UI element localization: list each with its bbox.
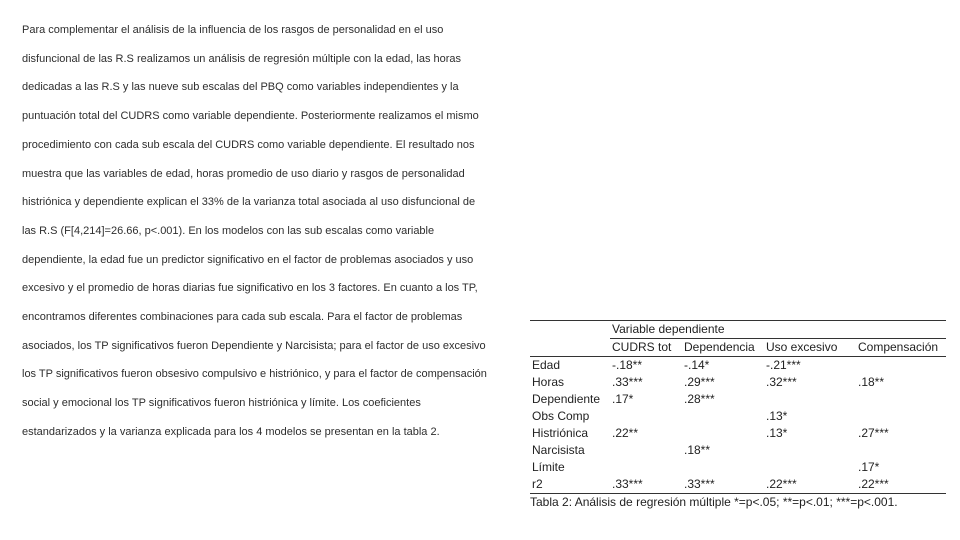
table-cell: .29*** bbox=[684, 375, 715, 389]
table-cell: .13* bbox=[766, 409, 788, 423]
row-label: Edad bbox=[532, 358, 561, 372]
table-cell bbox=[856, 391, 946, 408]
table-row bbox=[530, 442, 946, 459]
paragraph-line: procedimiento con cada sub escala del CUDRS como variable dependiente. El resultado nos bbox=[22, 138, 475, 151]
table-cell: -.21*** bbox=[766, 358, 801, 372]
row-label: Histriónica bbox=[532, 426, 589, 440]
table-row bbox=[530, 374, 946, 391]
row-label: Horas bbox=[532, 375, 565, 389]
paragraph-line: los TP significativos fueron obsesivo compulsivo e histriónico, y para el factor de compensación bbox=[22, 368, 487, 381]
table-cell: .33*** bbox=[612, 375, 643, 389]
column-header: CUDRS tot bbox=[610, 339, 682, 357]
paragraph-line: encontramos diferentes combinaciones para cada sub escala. Para el factor de problemas bbox=[22, 311, 463, 324]
table-cell: .28*** bbox=[684, 392, 715, 406]
table-cell: .17* bbox=[612, 392, 634, 406]
table-header-row bbox=[530, 339, 946, 357]
table-cell: -.14* bbox=[684, 358, 710, 372]
table-row bbox=[530, 408, 946, 425]
column-header: Uso excesivo bbox=[764, 339, 856, 357]
paragraph-line: excesivo y el promedio de horas diarias fue significativo en los 3 factores. En cuanto a los TP, bbox=[22, 282, 478, 295]
table-cell: .18** bbox=[684, 443, 711, 457]
paragraph-line: muestra que las variables de edad, horas promedio de uso diario y rasgos de personalidad bbox=[22, 167, 465, 180]
table-caption: Tabla 2: Análisis de regresión múltiple *=p<.05; **=p<.01; ***=p<.001. bbox=[530, 495, 898, 509]
table-cell: .27*** bbox=[858, 426, 889, 440]
table-cell bbox=[856, 442, 946, 459]
table-group-header-row bbox=[530, 321, 946, 339]
table-cell bbox=[610, 442, 682, 459]
row-label: Narcisista bbox=[532, 443, 585, 457]
paragraph-line: estandarizados y la varianza explicada para los 4 modelos se presentan en la tabla 2. bbox=[22, 425, 440, 438]
table-cell bbox=[682, 408, 764, 425]
table-cell bbox=[856, 357, 946, 375]
table-row bbox=[530, 357, 946, 375]
table-cell: .17* bbox=[858, 460, 880, 474]
row-label: Dependiente bbox=[532, 392, 601, 406]
regression-table-block bbox=[530, 320, 946, 509]
table-cell: .18** bbox=[858, 375, 885, 389]
table-cell bbox=[764, 442, 856, 459]
row-label: Obs Comp bbox=[532, 409, 590, 423]
table-cell bbox=[764, 391, 856, 408]
table-cell: .22** bbox=[612, 426, 639, 440]
table-row bbox=[530, 425, 946, 442]
regression-table bbox=[530, 320, 946, 494]
table-cell bbox=[764, 459, 856, 476]
body-paragraph bbox=[22, 16, 492, 447]
paragraph-line: asociados, los TP significativos fueron Dependiente y Narcisista; para el factor de uso excesivo bbox=[22, 339, 486, 352]
row-label: r2 bbox=[530, 476, 610, 494]
table-cell bbox=[610, 408, 682, 425]
paragraph-line: disfuncional de las R.S realizamos un análisis de regresión múltiple con la edad, las horas bbox=[22, 52, 462, 65]
table-cell bbox=[682, 425, 764, 442]
table-cell bbox=[856, 408, 946, 425]
table-cell: -.18** bbox=[612, 358, 643, 372]
table-row bbox=[530, 476, 946, 494]
paragraph-line: social y emocional los TP significativos fueron histriónica y límite. Los coeficientes bbox=[22, 397, 421, 410]
table-cell bbox=[682, 459, 764, 476]
paragraph-line: puntuación total del CUDRS como variable dependiente. Posteriormente realizamos el mismo bbox=[22, 110, 479, 123]
paragraph-line: Para complementar el análisis de la influencia de los rasgos de personalidad en el uso bbox=[22, 24, 444, 36]
table-cell: .22*** bbox=[764, 476, 856, 494]
paragraph-line: histriónica y dependiente explican el 33% de la varianza total asociada al uso disfuncional de bbox=[22, 196, 476, 209]
row-label: Límite bbox=[532, 460, 565, 474]
table-row bbox=[530, 391, 946, 408]
table-cell: .33*** bbox=[682, 476, 764, 494]
table-cell: .13* bbox=[766, 426, 788, 440]
paragraph-line: dependiente, la edad fue un predictor significativo en el factor de problemas asociados y uso bbox=[22, 253, 474, 266]
group-header: Variable dependiente bbox=[610, 321, 946, 339]
column-header: Dependencia bbox=[682, 339, 764, 357]
table-cell: .32*** bbox=[766, 375, 797, 389]
paragraph-line: las R.S (F[4,214]=26.66, p<.001). En los modelos con las sub escalas como variable bbox=[22, 224, 435, 237]
table-cell: .22*** bbox=[856, 476, 946, 494]
table-cell: .33*** bbox=[610, 476, 682, 494]
paragraph-line: dedicadas a las R.S y las nueve sub escalas del PBQ como variables independientes y la bbox=[22, 81, 459, 94]
column-header bbox=[530, 339, 610, 357]
column-header: Compensación bbox=[856, 339, 946, 357]
table-row bbox=[530, 459, 946, 476]
table-cell bbox=[610, 459, 682, 476]
